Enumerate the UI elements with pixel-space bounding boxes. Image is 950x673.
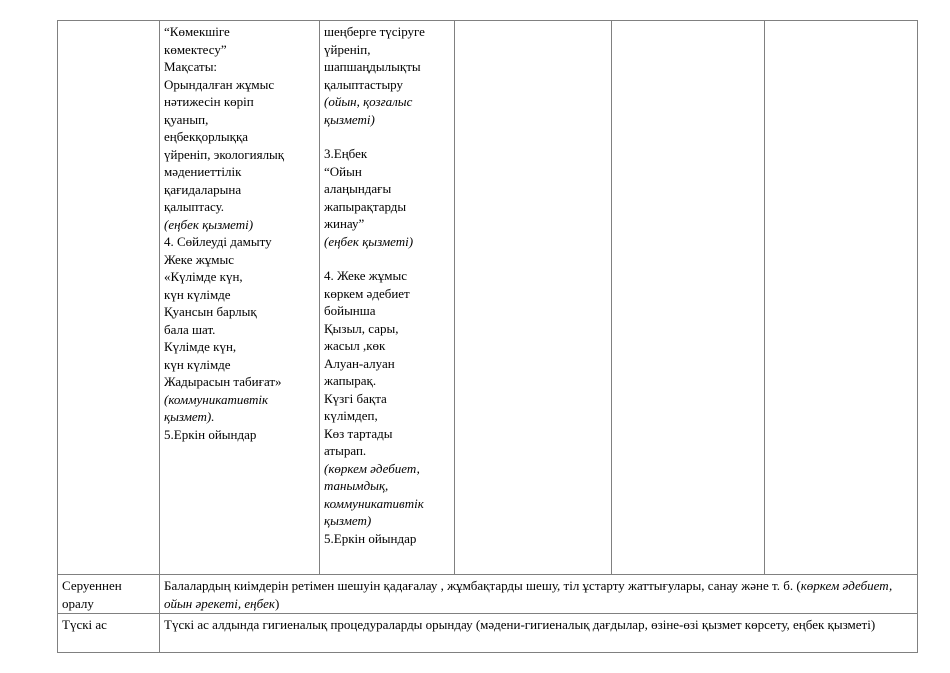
tuesday-activity-line: үйреніп,: [324, 41, 371, 57]
tuesday-activity-line: танымдық,: [324, 478, 389, 493]
lunch-row: [58, 614, 918, 653]
tuesday-activity-line: бойынша: [324, 303, 376, 318]
monday-activity-line: (коммуникативтік: [164, 391, 269, 407]
monday-activity-line: күн күлімде: [164, 286, 231, 302]
tuesday-activity-line: жасыл ,көк: [324, 338, 386, 353]
tuesday-activity-line: Алуан-алуан: [324, 355, 395, 371]
tuesday-activity-line: “Ойын: [324, 163, 362, 179]
monday-activity-line: (еңбек қызметі): [164, 216, 254, 232]
monday-activity-line: Қуансын барлық: [164, 304, 257, 319]
monday-activity-line: еңбекқорлыққа: [164, 129, 249, 144]
tuesday-activity-line: қызмет): [324, 513, 372, 528]
tuesday-activity-line: Күзгі бақта: [324, 390, 387, 406]
monday-activity-line: нәтижесін көріп: [164, 94, 254, 109]
thursday-activities-cell: [612, 21, 765, 575]
tuesday-activity-line: 5.Еркін ойындар: [324, 530, 417, 546]
monday-activity-line: Мақсаты:: [164, 59, 218, 74]
wednesday-activities-cell: [455, 21, 612, 575]
monday-activity-line: күн күлімде: [164, 356, 231, 372]
activities-row: [58, 21, 918, 575]
tuesday-activity-line: (еңбек қызметі): [324, 233, 414, 249]
tuesday-activity-line: Қызыл, сары,: [324, 320, 399, 336]
monday-activity-line: қуанып,: [164, 111, 209, 127]
tuesday-activity-line: [324, 250, 450, 267]
tuesday-activity-line: көркем әдебиет: [324, 285, 410, 301]
lunch-label: Түскі ас: [62, 617, 107, 632]
monday-activities-text: [164, 23, 315, 443]
row-label-cell-empty: [58, 21, 160, 575]
tuesday-activity-line: атырап.: [324, 443, 367, 458]
tuesday-activity-line: қызметі): [324, 111, 375, 127]
schedule-page: [57, 20, 918, 653]
monday-activity-line: бала шат.: [164, 321, 216, 337]
monday-activities-cell: [160, 21, 320, 575]
monday-activity-line: Күлімде күн,: [164, 339, 237, 354]
tuesday-activity-line: жапырақтарды: [324, 198, 407, 214]
tuesday-activity-line: 3.Еңбек: [324, 146, 368, 161]
monday-activity-line: қалыптасу.: [164, 199, 225, 214]
walk-return-label-cell: [58, 575, 160, 614]
monday-activity-line: қағидаларына: [164, 181, 242, 197]
tuesday-activity-line: жапырақ.: [324, 373, 377, 388]
tuesday-activity-line: алаңындағы: [324, 181, 392, 196]
monday-activity-line: көмектесу”: [164, 41, 227, 57]
monday-activity-line: мәдениеттілік: [164, 164, 242, 179]
walk-return-label-line2: оралу: [62, 595, 94, 611]
tuesday-activities-cell: [320, 21, 455, 575]
tuesday-activities-text: [324, 23, 450, 547]
lunch-text-cell: [160, 614, 918, 653]
tuesday-activity-line: (көркем әдебиет,: [324, 460, 420, 476]
monday-activity-line: 5.Еркін ойындар: [164, 426, 257, 442]
tuesday-activity-line: [324, 128, 450, 145]
walk-return-text: Балалардың киімдерін ретімен шешуін қадағалау , жұмбақтарды шешу, тіл ұстарту жаттығулары, санау және т. б. (: [164, 578, 801, 593]
tuesday-activity-line: шеңберге түсіруге: [324, 24, 425, 39]
monday-activity-line: үйреніп, экологиялық: [164, 146, 285, 162]
tuesday-activity-line: жинау”: [324, 216, 365, 231]
tuesday-activity-line: 4. Жеке жұмыс: [324, 268, 407, 283]
lunch-label-cell: [58, 614, 160, 653]
walk-return-text-end: ): [275, 595, 280, 611]
monday-activity-line: “Көмекшіге: [164, 24, 230, 39]
walk-return-text-cell: [160, 575, 918, 614]
tuesday-activity-line: (ойын, қозғалыс: [324, 94, 413, 109]
friday-activities-cell: [765, 21, 918, 575]
walk-return-label-line1: Серуеннен: [62, 578, 122, 593]
lunch-text: Түскі ас алдында гигиеналық процедураларды орындау (мәдени-гигиеналық дағдылар, өзіне-өзі қызмет көрсету, еңбек қызметі): [164, 617, 876, 632]
walk-return-row: [58, 575, 918, 614]
monday-activity-line: Жеке жұмыс: [164, 251, 234, 267]
daily-schedule-table: [57, 20, 918, 653]
tuesday-activity-line: коммуникативтік: [324, 495, 424, 511]
walk-return-activity-types: көркем әдебиет, ойын әрекеті, еңбек: [164, 578, 893, 611]
monday-activity-line: Жадырасын табиғат»: [164, 374, 282, 389]
monday-activity-line: «Күлімде күн,: [164, 269, 243, 284]
tuesday-activity-line: күлімдеп,: [324, 408, 378, 423]
tuesday-activity-line: шапшаңдылықты: [324, 59, 421, 74]
monday-activity-line: 4. Сөйлеуді дамыту: [164, 234, 272, 249]
tuesday-activity-line: қалыптастыру: [324, 76, 404, 92]
tuesday-activity-line: Көз тартады: [324, 425, 393, 441]
monday-activity-line: қызмет).: [164, 409, 215, 424]
monday-activity-line: Орындалған жұмыс: [164, 76, 275, 92]
